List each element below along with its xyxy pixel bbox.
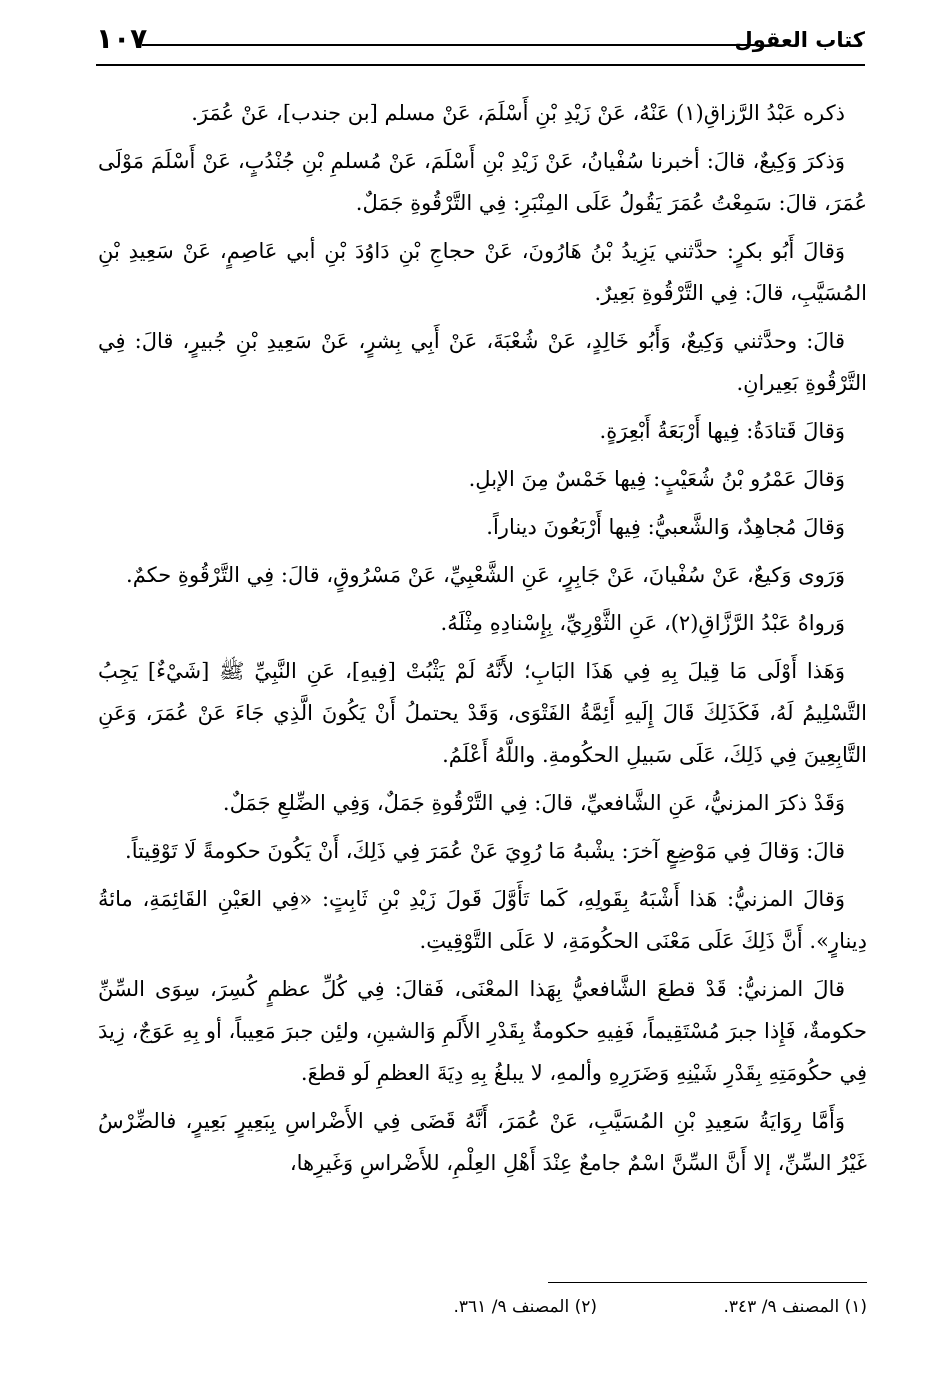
paragraph: وَرَوى وَكيعٌ، عَنْ سُفْيانَ، عَنْ جَابِرٍ، عَنِ الشَّعْبِيِّ، عَنْ مَسْرُوقٍ، قالَ: فِي التَّرْقُوةِ حكمٌ. bbox=[126, 563, 845, 587]
footnote-1: (١) المصنف ٩/ ٣٤٣. bbox=[723, 1297, 867, 1317]
paragraph: قالَ: وَقالَ فِي مَوْضِعٍ آخرَ: يشْبهُ مَا رُوِيَ عَنْ عُمَرَ فِي ذَلِكَ، أَنْ يَكُونَ حكومةً لَا تَوْقِيتاً. bbox=[125, 839, 845, 863]
paragraph: وَأَمَّا رِوَايَةُ سَعِيدِ بْنِ المُسَيَّبِ، عَنْ عُمَرَ، أَنَّهُ قَضَى فِي الأَضْراسِ بِبَعِيرٍ بَعِيرٍ، فالضِّرْسُ غَيْرُ السِّنِّ، إلا أَنَّ السِّنَّ اسْمٌ جامعٌ عِنْدَ أَهْلِ العِلْمِ، للأَضْراسِ وَغَيرِها، bbox=[98, 1109, 867, 1175]
paragraph: قالَ المزنيُّ: قَدْ قطعَ الشَّافعيُّ بِهَذا المعْنَى، فَقالَ: فِي كُلِّ عظمٍ كُسِرَ، سِوَى السِّنِّ حكومةٌ، فَإِذا جبرَ مُسْتَقِيماً، فَفِيهِ حكومةٌ بِقَدْرِ الأَلَمِ وَالشينِ، ولئِن جبرَ مَعِيباً، أو بِهِ عَوَجٌ، زِيدَ فِي حكُومَتِهِ بِقَدْرِ شَيْنِهِ وَضَرَرِهِ وألمهِ، لا يبلغُ بِهِ دِيَةَ العظمِ لَو قطعَ. bbox=[98, 977, 867, 1085]
footnotes bbox=[98, 1292, 867, 1328]
header-underline bbox=[142, 44, 755, 46]
paragraph: وَقَدْ ذكرَ المزنيُّ، عَنِ الشَّافعيِّ، قالَ: فِي التَّرْقُوةِ جَمَلٌ، وَفِي الضِّلعِ جَمَلٌ. bbox=[222, 791, 845, 815]
paragraph: ذكره عَبْدُ الرَّزاقِ(١) عَنْهُ، عَنْ زَيْدِ بْنِ أَسْلَمَ، عَنْ مسلم [بن جندب]، عَنْ عُمَرَ. bbox=[191, 101, 845, 125]
footnote-separator bbox=[548, 1282, 867, 1283]
paragraph: وَذكرَ وَكِيعٌ، قالَ: أخبرنا سُفْيانُ، عَنْ زَيْدِ بْنِ أَسْلَمَ، عَنْ مُسلمِ بْنِ جُنْدُبٍ، عَنْ أَسْلَمَ مَوْلَى عُمَرَ، قالَ: سَمِعْتُ عُمَرَ يَقُولُ عَلَى المِنْبَرِ: فِي التَّرْقُوةِ جَمَلٌ. bbox=[98, 149, 867, 215]
paragraph: وَقالَ قَتادَةُ: فِيها أَرْبَعَةُ أَبْعِرَةٍ. bbox=[599, 419, 845, 443]
header-rule bbox=[96, 64, 865, 66]
page-number: ١٠٧ bbox=[96, 22, 148, 55]
paragraph: قالَ: وحدَّثني وَكِيعٌ، وَأَبُو خَالِدٍ، عَنْ شُعْبَةَ، عَنْ أَبِي بِشرٍ، عَنْ سَعِيدِ بْنِ جُبيرٍ، قالَ: فِي التَّرْقُوةِ بَعِيرانِ. bbox=[98, 329, 867, 395]
page-header bbox=[96, 22, 865, 64]
paragraph: وَهَذا أَوْلَى مَا قِيلَ بِهِ فِي هَذَا البَابِ؛ لأَنَّهُ لَمْ يَثْبُتْ [فِيهِ]، عَنِ النَّبِيِّ ﷺ [شَيْءٌ] يَجِبُ التَّسْلِيمُ لَهُ، فَكَذَلِكَ قَالَ إِلَيهِ أَئِمَّةُ الفَتْوَى، وَقَدْ يحتملُ أَنْ يَكُونَ الَّذِي جَاءَ عَنْ عُمَرَ، وَعَنِ التَّابِعِينَ فِي ذَلِكَ، عَلَى سَبيلِ الحكُومةِ. واللَّهُ أَعْلَمُ. bbox=[98, 659, 867, 767]
paragraph: وَقالَ أَبُو بكرٍ: حدَّثني يَزِيدُ بْنُ هَارُونَ، عَنْ حجاجِ بْنِ دَاوُدَ بْنِ أبي عَاصِمٍ، عَنْ سَعِيدِ بْنِ المُسَيَّبِ، قالَ: فِي التَّرْقُوةِ بَعِيرٌ. bbox=[98, 239, 867, 305]
footnote-2: (٢) المصنف ٩/ ٣٦١. bbox=[453, 1297, 597, 1317]
paragraph: وَقالَ المزنيُّ: هَذا أَشْبَهُ بِقَولِهِ، كَما تَأَوَّلَ قَولَ زَيْدِ بْنِ ثَابِتٍ: «فِي العَيْنِ القَائِمَةِ، مائةُ دِينارٍ». أَنَّ ذَلِكَ عَلَى مَعْنَى الحكُومَةِ، لا عَلَى التَّوْقِيتِ. bbox=[98, 887, 867, 953]
paragraph: وَرواهُ عَبْدُ الرَّزَّاقِ(٢)، عَنِ الثَّوْرِيِّ، بِإِسْنادِهِ مِثْلَهُ. bbox=[440, 611, 845, 635]
paragraph: وَقالَ عَمْرُو بْنُ شُعَيْبٍ: فِيها خَمْسٌ مِنَ الإبلِ. bbox=[468, 467, 845, 491]
paragraph: وَقالَ مُجاهِدٌ، وَالشَّعبيُّ: فِيها أَرْبَعُونَ ديناراً. bbox=[486, 515, 845, 539]
main-text bbox=[98, 92, 867, 1190]
book-title: كتاب العقول bbox=[734, 28, 865, 52]
